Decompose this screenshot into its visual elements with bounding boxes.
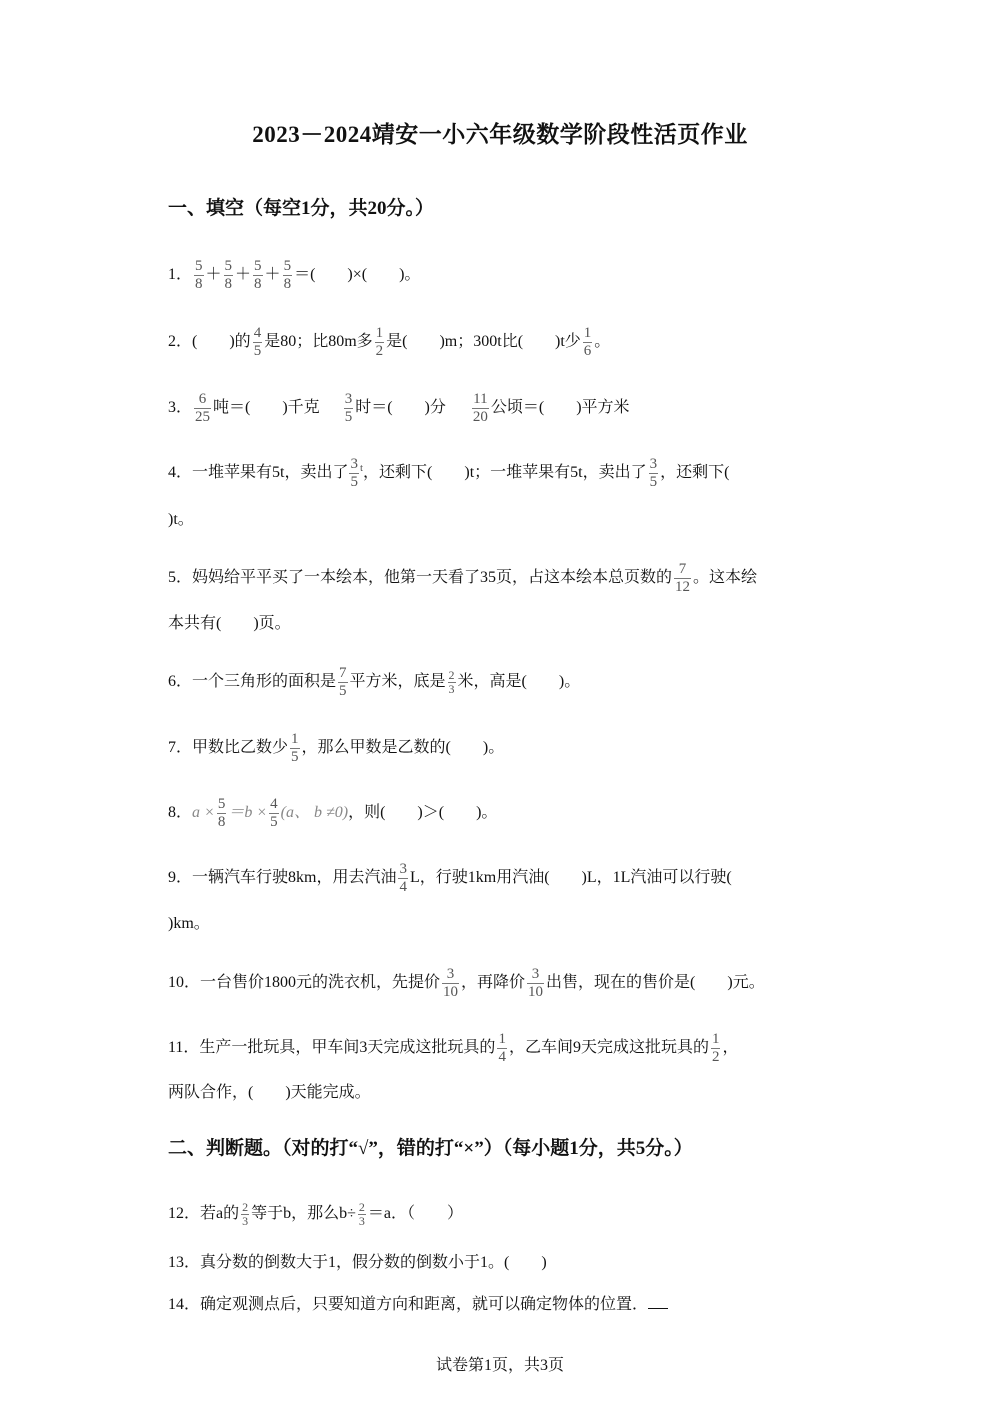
question-number: 1． (168, 266, 193, 284)
section-1-heading: 一、填空（每空1分，共20分。） (168, 198, 435, 219)
formula: a × $\frac{5}{8}$ ＝b × $\frac{4}{5}$ (a、 b ≠0) (192, 796, 349, 830)
fraction: $\frac{4}{5}$ (253, 325, 262, 359)
question-14: 14．确定观测点后，只要知道方向和距离，就可以确定物体的位置． (168, 1294, 668, 1315)
question-11-continued: 两队合作，( )天能完成。 (168, 1084, 371, 1101)
fraction: $\frac{1}{4}$ (498, 1031, 506, 1065)
question-number: 5． (168, 569, 193, 587)
question-5-continued: 本共有( )页。 (168, 615, 291, 632)
question-text: ＝( )×( )。 (294, 266, 421, 284)
fraction: $\frac{5}{8}$ (195, 258, 203, 292)
fraction: $\frac{11}{20}$ (472, 391, 488, 425)
question-number: 4． (168, 464, 193, 482)
fraction: $\frac{3}{5}$ (344, 391, 353, 425)
question-13: 13．真分数的倒数大于1，假分数的倒数小于1。( ) (168, 1254, 547, 1271)
fraction: $\frac{5}{8}$ (283, 258, 292, 292)
question-number: 12． (168, 1205, 201, 1223)
question-1: 1． $\frac{5}{8}$ ＋ $\frac{5}{8}$ ＋ $\frac{5}{8}$ ＋ $\frac{5}{8}$ ＝( )×( )。 (168, 258, 421, 292)
fraction: $\frac{1}{6}$ (583, 325, 592, 359)
fraction: $\frac{2}{3}$ (448, 668, 455, 696)
question-number: 8． (168, 804, 193, 822)
fraction: $\frac{3}{5}$ (649, 456, 658, 490)
question-number: 10． (168, 974, 201, 992)
page-footer: 试卷第1页，共3页 (435, 1357, 564, 1374)
question-10: 10．一台售价1800元的洗衣机，先提价 $\frac{3}{10}$ ，再降价 $\frac{3}{10}$ 出售，现在的售价是( )元。 (168, 966, 765, 1000)
question-8: 8．a × $\frac{5}{8}$ ＝b × $\frac{4}{5}$ (a、 b ≠0)，则( )＞( )。 (168, 796, 498, 830)
question-6: 6．一个三角形的面积是 $\frac{7}{5}$ 平方米，底是 $\frac{2}{3}$ 米，高是( )。 (168, 665, 581, 699)
fraction: $\frac{5}{8}$ (224, 258, 233, 292)
question-9-continued: )km。 (168, 915, 210, 932)
fraction: $\frac{1}{2}$ (375, 325, 384, 359)
question-12: 12．若a的 $\frac{2}{3}$ 等于b，那么b÷ $\frac{2}{3}$ ＝a．（ ） (168, 1200, 464, 1228)
answer-blank[interactable] (648, 1294, 668, 1309)
question-number: 11． (168, 1039, 200, 1057)
question-5: 5．妈妈给平平买了一本绘本，他第一天看了35页，占这本绘本总页数的 $\frac{7}{12}$ 。这本绘 (168, 561, 758, 595)
fraction: $\frac{1}{5}$ (291, 731, 299, 765)
fraction: $\frac{3}{10}$ (528, 966, 544, 1000)
fraction: $\frac{6}{25}$ (195, 391, 211, 425)
question-3: 3． $\frac{6}{25}$ 吨＝( )千克 $\frac{3}{5}$ 时＝( )分 $\frac{11}{20}$ 公顷＝( )平方米 (168, 391, 630, 425)
question-number: 13． (168, 1254, 201, 1271)
fraction: $\frac{5}{8}$ (217, 796, 226, 830)
question-4: 4．一堆苹果有5t，卖出了 $\frac{3}{5}$ $^t$，还剩下( )t；一堆苹果有5t，卖出了 $\frac{3}{5}$ ，还剩下( (168, 456, 730, 490)
question-number: 3． (168, 399, 193, 417)
question-number: 7． (168, 739, 193, 757)
question-7: 7．甲数比乙数少 $\frac{1}{5}$ ，那么甲数是乙数的( )。 (168, 731, 505, 765)
page-title: 2023－2024靖安一小六年级数学阶段性活页作业 (252, 122, 748, 147)
question-number: 9． (168, 869, 193, 887)
question-number: 6． (168, 673, 193, 691)
fraction: $\frac{5}{8}$ (254, 258, 262, 292)
question-2: 2．( )的 $\frac{4}{5}$ 是80；比80m多 $\frac{1}{2}$ 是( )m；300t比( )t少 $\frac{1}{6}$ 。 (168, 325, 611, 359)
section-2-heading: 二、判断题。（对的打“√”，错的打“×”）（每小题1分，共5分。） (168, 1138, 693, 1159)
question-11: 11．生产一批玩具，甲车间3天完成这批玩具的 $\frac{1}{4}$ ，乙车间9天完成这批玩具的 $\frac{1}{2}$ ， (168, 1031, 739, 1065)
fraction: $\frac{2}{3}$ (242, 1200, 249, 1228)
fraction: $\frac{4}{5}$ (270, 796, 278, 830)
question-number: 2． (168, 333, 193, 351)
question-number: 14． (168, 1296, 201, 1313)
fraction: $\frac{7}{12}$ (675, 561, 691, 595)
fraction: $\frac{3}{4}$ (399, 861, 407, 895)
fraction: $\frac{2}{3}$ (358, 1200, 365, 1228)
fraction: $\frac{3}{10}$ (443, 966, 459, 1000)
fraction: $\frac{7}{5}$ (339, 665, 347, 699)
fraction: $\frac{3}{5}$ (350, 456, 358, 490)
fraction: $\frac{1}{2}$ (711, 1031, 720, 1065)
question-4-continued: )t。 (168, 511, 194, 528)
question-9: 9．一辆汽车行驶8km，用去汽油 $\frac{3}{4}$ L，行驶1km用汽油( )L，1L汽油可以行驶( (168, 861, 732, 895)
